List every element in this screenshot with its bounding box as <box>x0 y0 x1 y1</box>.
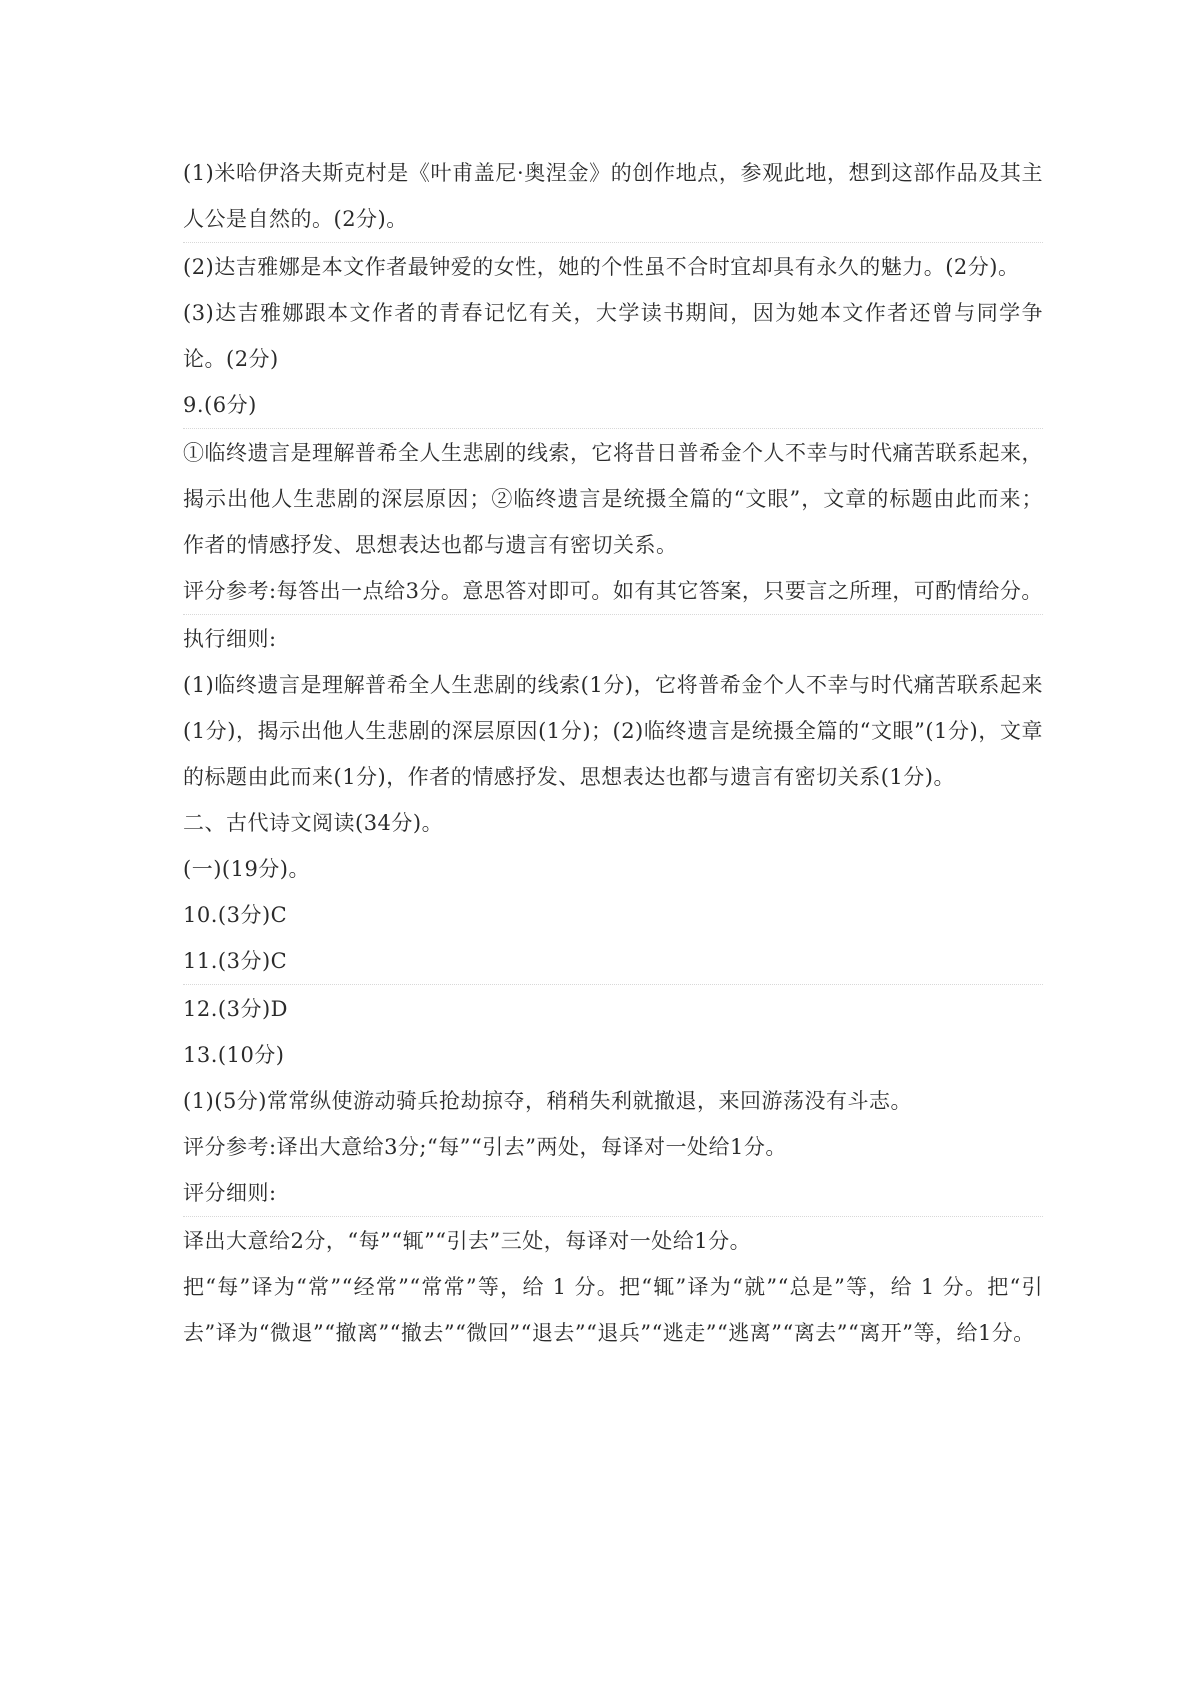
answer-text-block <box>183 150 1043 1356</box>
answer-9-rules-heading: 执行细则: <box>183 627 277 651</box>
answer-13-rules-detail: 把“每”译为“常”“经常”“常常”等，给 1 分。把“辄”译为“就”“总是”等，给 1 分。把“引去”译为“微退”“撤离”“撤去”“微回”“退去”“退兵”“逃走”“逃离”“离去”“离开”等，给1分。 <box>183 1275 1043 1345</box>
answer-11: 11.(3分)C <box>183 949 288 973</box>
answer-13-rules-heading: 评分细则: <box>183 1181 277 1205</box>
answer-10: 10.(3分)C <box>183 903 288 927</box>
answer-9-body: ①临终遗言是理解普希全人生悲剧的线索，它将昔日普希金个人不幸与时代痛苦联系起来，揭示出他人生悲剧的深层原因；②临终遗言是统摄全篇的“文眼”，文章的标题由此而来；作者的情感抒发、思想表达也都与遗言有密切关系。 <box>183 441 1043 557</box>
question-9-heading: 9.(6分) <box>183 393 257 417</box>
question-13-heading: 13.(10分) <box>183 1043 285 1067</box>
answer-9-scoring-reference: 评分参考:每答出一点给3分。意思答对即可。如有其它答案，只要言之所理，可酌情给分。 <box>183 579 1043 603</box>
answer-8-point-2: (2)达吉雅娜是本文作者最钟爱的女性，她的个性虽不合时宜却具有永久的魅力。(2分)。 <box>183 255 1020 279</box>
answer-13-scoring-reference: 评分参考:译出大意给3分;“每”“引去”两处，每译对一处给1分。 <box>183 1135 787 1159</box>
section-2-heading: 二、古代诗文阅读(34分)。 <box>183 811 444 835</box>
answer-12: 12.(3分)D <box>183 997 288 1021</box>
subsection-1-heading: (一)(19分)。 <box>183 857 310 881</box>
answer-13-rules-summary: 译出大意给2分，“每”“辄”“引去”三处，每译对一处给1分。 <box>183 1229 752 1253</box>
answer-8-point-1: (1)米哈伊洛夫斯克村是《叶甫盖尼·奥涅金》的创作地点，参观此地，想到这部作品及其主人公是自然的。(2分)。 <box>183 161 1043 231</box>
answer-9-rules-body: (1)临终遗言是理解普希全人生悲剧的线索(1分)，它将普希金个人不幸与时代痛苦联系起来(1分)，揭示出他人生悲剧的深层原因(1分)；(2)临终遗言是统摄全篇的“文眼”(1分)，文章的标题由此而来(1分)，作者的情感抒发、思想表达也都与遗言有密切关系(1分)。 <box>183 673 1043 789</box>
answer-13-translation: (1)(5分)常常纵使游动骑兵抢劫掠夺，稍稍失利就撤退，来回游荡没有斗志。 <box>183 1089 912 1113</box>
answer-8-point-3: (3)达吉雅娜跟本文作者的青春记忆有关，大学读书期间，因为她本文作者还曾与同学争论。(2分) <box>183 301 1043 371</box>
